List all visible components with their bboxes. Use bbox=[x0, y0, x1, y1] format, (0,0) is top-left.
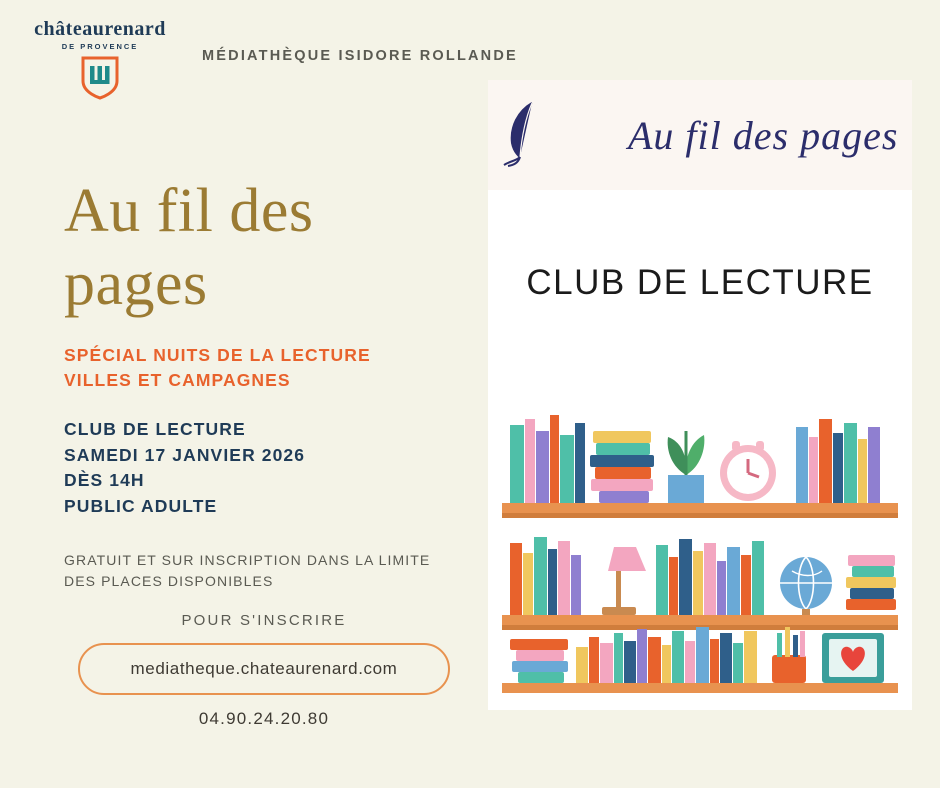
event-subtitle-line1: SPÉCIAL NUITS DE LA LECTURE bbox=[64, 345, 371, 366]
bookshelf-illustration bbox=[488, 375, 912, 695]
header bbox=[20, 18, 518, 101]
logo-wordmark bbox=[34, 18, 166, 41]
script-title-band bbox=[488, 80, 912, 190]
event-subtitle bbox=[64, 343, 464, 393]
event-subtitle-line2: VILLES ET CAMPAGNES bbox=[64, 370, 291, 391]
registration-label: POUR S'INSCRIRE bbox=[181, 612, 347, 629]
logo bbox=[20, 18, 180, 101]
shield-icon bbox=[80, 55, 120, 101]
event-detail-date: SAMEDI 17 JANVIER 2026 bbox=[64, 444, 306, 465]
registration-phone[interactable]: 04.90.24.20.80 bbox=[198, 709, 330, 728]
club-title-band bbox=[488, 190, 912, 375]
registration-website-button[interactable] bbox=[78, 643, 450, 695]
left-content bbox=[64, 175, 464, 592]
event-detail-type: CLUB DE LECTURE bbox=[64, 419, 246, 439]
feather-quill-icon bbox=[498, 95, 558, 175]
event-detail-audience: PUBLIC ADULTE bbox=[64, 496, 218, 517]
event-note bbox=[64, 550, 464, 592]
script-title: Au fil des pages bbox=[628, 112, 899, 158]
event-details bbox=[64, 417, 464, 520]
page-title: MÉDIATHÈQUE ISIDORE ROLLANDE bbox=[202, 48, 518, 64]
registration-website-text: mediatheque.chateaurenard.com bbox=[130, 659, 398, 678]
right-panel bbox=[488, 80, 912, 710]
event-note-line1: GRATUIT ET SUR INSCRIPTION DANS LA LIMITE bbox=[64, 551, 431, 568]
event-title-line1: Au fil des bbox=[64, 177, 314, 245]
logo-word-text: châteaurenard bbox=[34, 18, 166, 40]
club-title: CLUB DE LECTURE bbox=[526, 262, 874, 302]
event-detail-time: DÈS 14H bbox=[64, 470, 145, 491]
event-title-line2: pages bbox=[64, 250, 208, 319]
registration-block bbox=[64, 612, 464, 729]
logo-subtitle: DE PROVENCE bbox=[61, 42, 139, 51]
event-note-line2: DES PLACES DISPONIBLES bbox=[64, 572, 274, 589]
event-title bbox=[64, 175, 464, 321]
